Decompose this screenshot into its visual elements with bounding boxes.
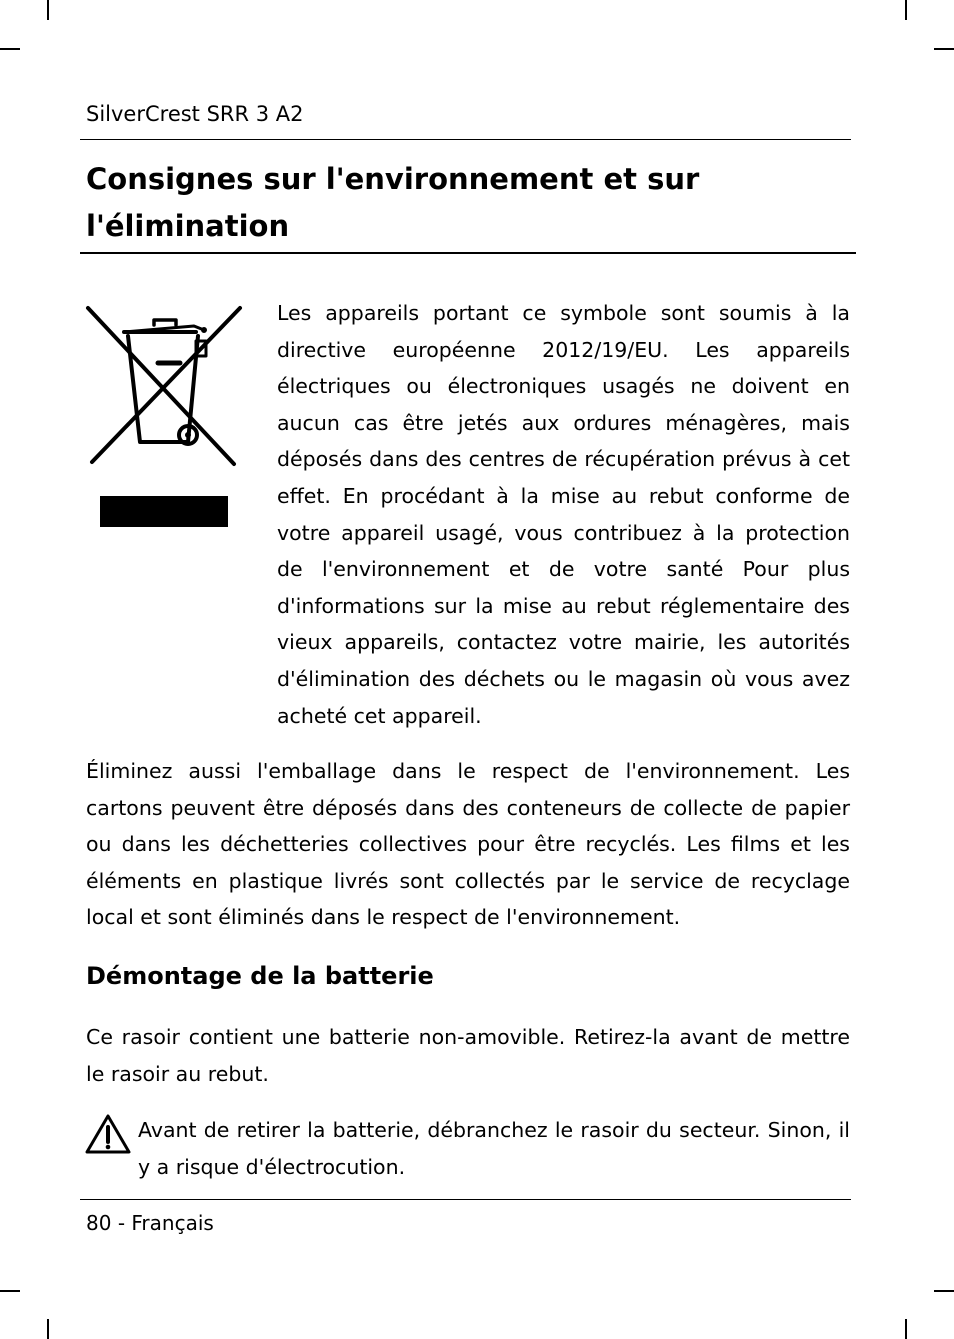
title-rule	[80, 252, 856, 254]
crop-mark	[934, 48, 954, 50]
battery-heading: Démontage de la batterie	[86, 962, 434, 990]
packaging-text: Éliminez aussi l'emballage dans le respect de l'environnement. Les cartons peuvent être déposés dans des conteneurs de collecte de papier ou dans les déchetteries collectives pour être recyclés. Les films et les éléments en plastique livrés sont collectés par le service de recyclage local et sont éliminés dans le respect de l'environnement.	[86, 759, 850, 930]
footer-language: - Français	[117, 1211, 214, 1235]
battery-text: Ce rasoir contient une batterie non-amovible. Retirez-la avant de mettre le rasoir au rebut.	[86, 1025, 850, 1086]
crop-mark	[47, 1319, 49, 1339]
crop-mark	[934, 1290, 954, 1292]
weee-directive-text: Les appareils portant ce symbole sont soumis à la directive européenne 2012/19/EU. Les appareils électriques ou électroniques usagés ne doivent en aucun cas être jetés aux ordures ménagères, mais déposés dans des centres de récupération prévus à cet effet. En procédant à la mise au rebut conforme de votre appareil usagé, vous contribuez à la protection de l'environnement et de votre santé Pour plus d'informations sur la mise au rebut réglementaire des vieux appareils, contactez votre mairie, les autorités d'élimination des déchets ou le magasin où vous avez acheté cet appareil.	[277, 301, 850, 728]
section-title: Consignes sur l'environnement et sur l'élimination	[86, 162, 700, 243]
page-number: 80	[86, 1211, 112, 1235]
crossed-out-wheelie-bin-icon	[84, 300, 246, 532]
warning-text: Avant de retirer la batterie, débranchez le rasoir du secteur. Sinon, il y a risque d'électrocution.	[138, 1118, 850, 1179]
page-footer	[86, 1209, 214, 1237]
warning-triangle-icon	[84, 1113, 132, 1155]
crop-mark	[905, 0, 907, 20]
header-rule	[80, 139, 851, 140]
footer-rule	[80, 1199, 851, 1200]
crop-mark	[47, 0, 49, 20]
running-header: SilverCrest SRR 3 A2	[86, 102, 304, 126]
crop-mark	[905, 1319, 907, 1339]
crop-mark	[0, 1290, 20, 1292]
crop-mark	[0, 48, 20, 50]
